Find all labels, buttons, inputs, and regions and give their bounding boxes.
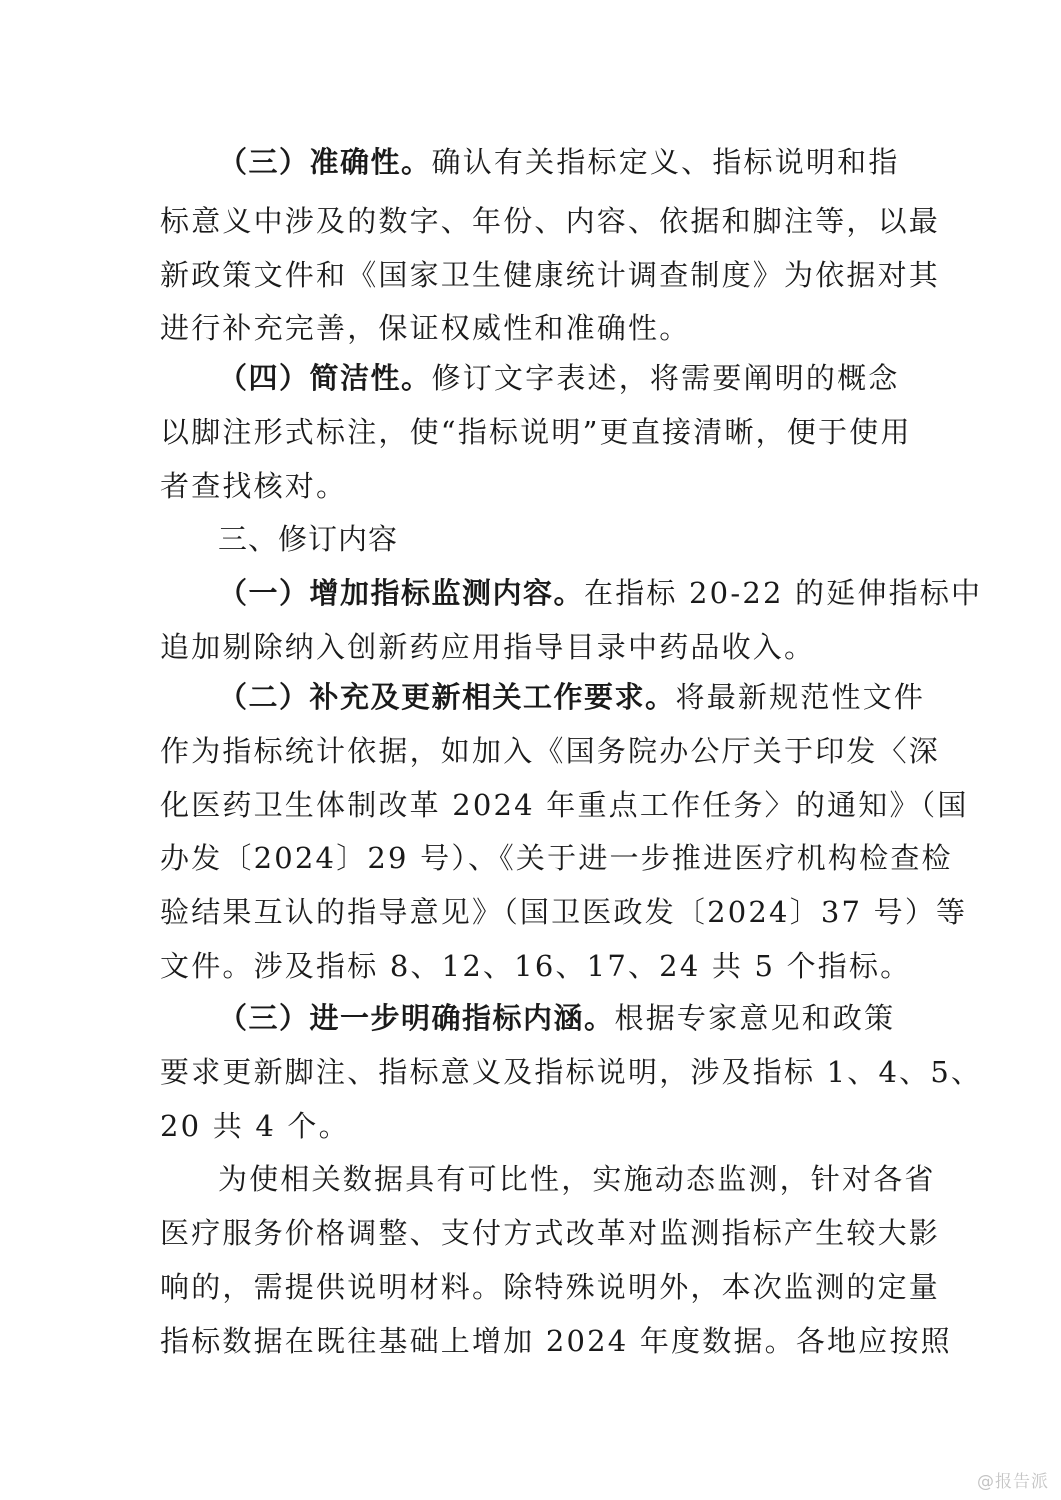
paragraph-comparability-line-2: 医疗服务价格调整、支付方式改革对监测指标产生较大影: [160, 1216, 941, 1250]
section-heading-revision-content: 三、修订内容: [218, 522, 399, 556]
item-title-add-monitoring: （一）增加指标监测内容。: [218, 576, 585, 610]
paragraph-clarify-connotation-line-3: 20 共 4 个。: [160, 1109, 350, 1143]
paragraph-conciseness-line-1: （四）简洁性。修订文字表述，将需要阐明的概念: [218, 361, 900, 395]
paragraph-add-monitoring-line-2: 追加剔除纳入创新药应用指导目录中药品收入。: [160, 630, 816, 664]
watermark: @报告派: [977, 1472, 1049, 1492]
paragraph-update-requirements-line-2: 作为指标统计依据，如加入《国务院办公厅关于印发〈深: [160, 734, 941, 768]
item-title-conciseness: （四）简洁性。: [218, 361, 432, 395]
paragraph-update-requirements-line-4: 办发〔2024〕29 号）、《关于进一步推进医疗机构检查检: [160, 841, 953, 875]
paragraph-update-requirements-line-6: 文件。涉及指标 8、12、16、17、24 共 5 个指标。: [160, 949, 912, 983]
paragraph-accuracy-line-1: （三）准确性。确认有关指标定义、指标说明和指: [218, 145, 900, 179]
paragraph-update-requirements-line-3: 化医药卫生体制改革 2024 年重点工作任务〉的通知》（国: [160, 788, 969, 822]
paragraph-update-requirements-line-5: 验结果互认的指导意见》（国卫医政发〔2024〕37 号）等: [160, 895, 968, 929]
paragraph-update-requirements-line-1: （二）补充及更新相关工作要求。将最新规范性文件: [218, 680, 926, 714]
paragraph-add-monitoring-line-1: （一）增加指标监测内容。在指标 20-22 的延伸指标中: [218, 576, 983, 610]
paragraph-conciseness-line-2: 以脚注形式标注，使“指标说明”更直接清晰，便于使用: [160, 415, 912, 449]
paragraph-clarify-connotation-line-1: （三）进一步明确指标内涵。根据专家意见和政策: [218, 1001, 896, 1035]
paragraph-accuracy-line-2: 标意义中涉及的数字、年份、内容、依据和脚注等，以最: [160, 204, 941, 238]
item-title-accuracy: （三）准确性。: [218, 145, 432, 179]
paragraph-conciseness-line-3: 者查找核对。: [160, 469, 348, 503]
paragraph-accuracy-line-3: 新政策文件和《国家卫生健康统计调查制度》为依据对其: [160, 258, 941, 292]
item-title-update-requirements: （二）补充及更新相关工作要求。: [218, 680, 676, 714]
paragraph-clarify-connotation-line-2: 要求更新脚注、指标意义及指标说明，涉及指标 1、4、5、: [160, 1055, 983, 1089]
item-title-clarify-connotation: （三）进一步明确指标内涵。: [218, 1001, 615, 1035]
paragraph-comparability-line-3: 响的，需提供说明材料。除特殊说明外，本次监测的定量: [160, 1270, 941, 1304]
paragraph-comparability-line-1: 为使相关数据具有可比性，实施动态监测，针对各省: [218, 1162, 936, 1196]
paragraph-accuracy-line-4: 进行补充完善，保证权威性和准确性。: [160, 311, 691, 345]
paragraph-comparability-line-4: 指标数据在既往基础上增加 2024 年度数据。各地应按照: [160, 1324, 952, 1358]
